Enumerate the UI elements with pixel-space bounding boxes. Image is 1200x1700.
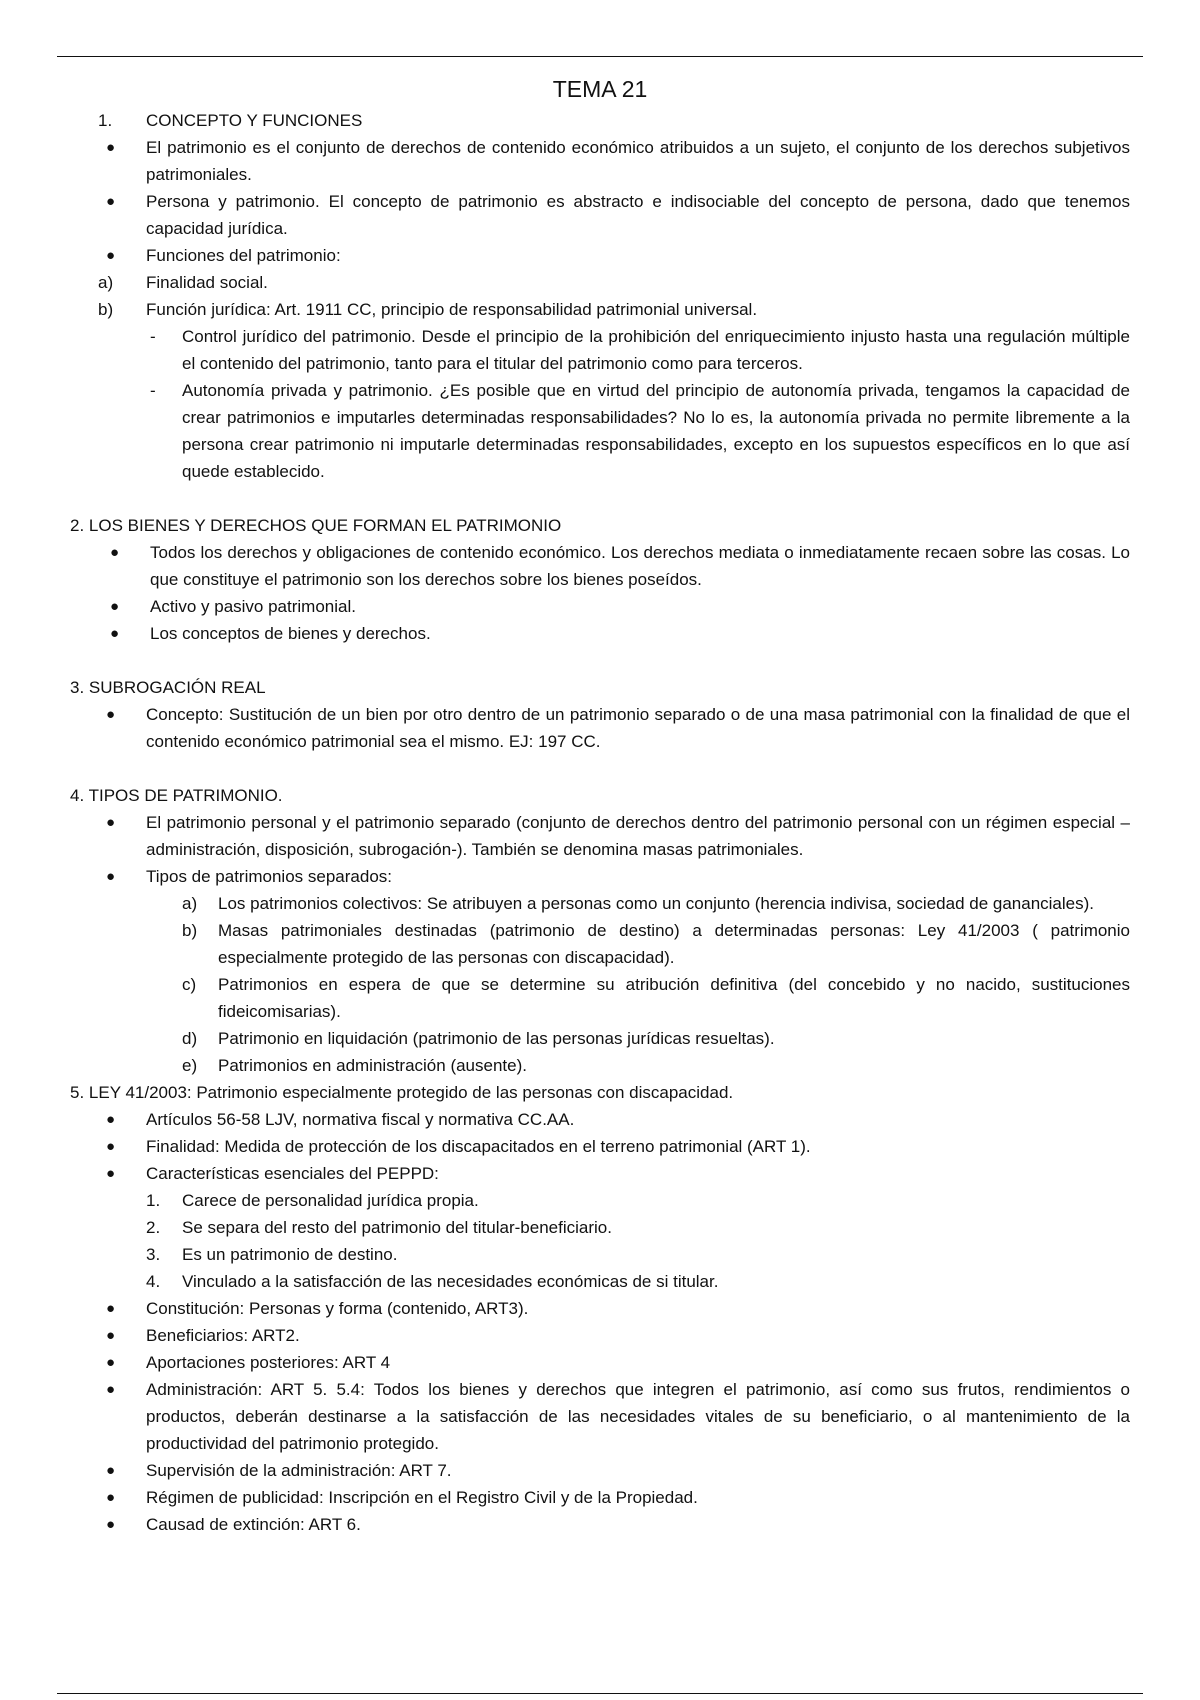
- list-item: [70, 620, 1130, 647]
- bullet-icon: ●: [106, 1165, 116, 1182]
- list-item-text: Activo y pasivo patrimonial.: [150, 597, 356, 616]
- list-item-text: Finalidad social.: [146, 273, 268, 292]
- list-item-text: Constitución: Personas y forma (contenido, ART3).: [146, 1299, 529, 1318]
- spacer: [70, 755, 1130, 782]
- list-marker: a): [182, 894, 198, 913]
- top-rule: [57, 56, 1143, 57]
- dash-icon: -: [150, 327, 156, 346]
- bullet-icon: ●: [106, 1354, 116, 1371]
- list-marker: 2.: [146, 1218, 161, 1237]
- bullet-icon: ●: [106, 1138, 116, 1155]
- document-page: [70, 72, 1130, 1538]
- list-marker: b): [182, 921, 198, 940]
- list-marker: d): [182, 1029, 198, 1048]
- list-marker: b): [98, 300, 114, 319]
- bullet-icon: ●: [106, 868, 116, 885]
- bullet-icon: ●: [106, 706, 116, 723]
- bullet-icon: ●: [106, 814, 116, 831]
- list-item-text: Patrimonios en administración (ausente).: [218, 1056, 527, 1075]
- list-item: [70, 269, 1130, 296]
- list-item: [70, 1106, 1130, 1133]
- bullet-icon: ●: [106, 247, 116, 264]
- list-item: [70, 890, 1130, 917]
- list-marker: 4.: [146, 1272, 161, 1291]
- list-item-text: Tipos de patrimonios separados:: [146, 867, 393, 886]
- list-item-text: Causad de extinción: ART 6.: [146, 1515, 361, 1534]
- spacer: [70, 647, 1130, 674]
- list-item-text: Patrimonio en liquidación (patrimonio de las personas jurídicas resueltas).: [218, 1029, 775, 1048]
- bullet-icon: ●: [110, 598, 120, 615]
- list-item-text: Artículos 56-58 LJV, normativa fiscal y normativa CC.AA.: [146, 1110, 575, 1129]
- list-item-text: Beneficiarios: ART2.: [146, 1326, 300, 1345]
- list-item-text: Los patrimonios colectivos: Se atribuyen a personas como un conjunto (herencia indivisa, sociedad de gananciales).: [218, 894, 1095, 913]
- bullet-icon: ●: [106, 1300, 116, 1317]
- list-item-text: Supervisión de la administración: ART 7.: [146, 1461, 452, 1480]
- list-marker: c): [182, 975, 197, 994]
- list-item-text: Se separa del resto del patrimonio del titular-beneficiario.: [182, 1218, 612, 1237]
- list-item: [70, 1052, 1130, 1079]
- list-item: [70, 188, 1130, 242]
- section-5-heading: 5. LEY 41/2003: Patrimonio especialmente protegido de las personas con discapacidad.: [70, 1083, 734, 1102]
- list-item-text: Funciones del patrimonio:: [146, 246, 341, 265]
- list-item: [70, 1025, 1130, 1052]
- bullet-icon: ●: [106, 1516, 116, 1533]
- section-4-heading: 4. TIPOS DE PATRIMONIO.: [70, 786, 283, 805]
- bullet-icon: ●: [106, 1489, 116, 1506]
- list-item: [70, 296, 1130, 323]
- list-item: [70, 1295, 1130, 1322]
- list-item-text: Patrimonios en espera de que se determine su atribución definitiva (del concebido y no nacido, sustituciones fideicomisarias).: [218, 975, 1130, 1021]
- bullet-icon: ●: [110, 625, 120, 642]
- list-item-text: Régimen de publicidad: Inscripción en el Registro Civil y de la Propiedad.: [146, 1488, 698, 1507]
- list-item: [70, 1349, 1130, 1376]
- list-item-text: Carece de personalidad jurídica propia.: [182, 1191, 479, 1210]
- list-item-text: Masas patrimoniales destinadas (patrimonio de destino) a determinadas personas: Ley 41/2003 ( patrimonio especialmente protegido de las personas con discapacidad).: [218, 921, 1130, 967]
- page-title: TEMA 21: [552, 76, 648, 102]
- list-item-text: Función jurídica: Art. 1911 CC, principio de responsabilidad patrimonial universal.: [146, 300, 758, 319]
- list-item: [70, 1511, 1130, 1538]
- section-1-heading: [70, 107, 1130, 134]
- list-item: [70, 242, 1130, 269]
- list-item: [70, 1376, 1130, 1457]
- bullet-icon: ●: [106, 1462, 116, 1479]
- list-item: [70, 809, 1130, 863]
- list-item-text: Características esenciales del PEPPD:: [146, 1164, 439, 1183]
- dash-icon: -: [150, 381, 156, 400]
- bottom-rule: [57, 1693, 1143, 1694]
- list-item-text: Administración: ART 5. 5.4: Todos los bienes y derechos que integren el patrimonio, así como sus frutos, rendimientos o productos, deberán destinarse a la satisfacción de las necesidades vitales de su beneficiario, o al mantenimiento de la productividad del patrimonio protegido.: [146, 1380, 1130, 1453]
- list-item-text: Autonomía privada y patrimonio. ¿Es posible que en virtud del principio de autonomía privada, tengamos la capacidad de crear patrimonios e imputarles determinadas responsabilidades? No lo es, la autonomía privada no permite libremente a la persona crear patrimonio ni imputarle determinadas responsabilidades, excepto en los supuestos específicos en lo que así quede establecido.: [182, 381, 1130, 481]
- list-item: [70, 377, 1130, 485]
- list-item: [70, 1322, 1130, 1349]
- bullet-icon: ●: [106, 1381, 116, 1398]
- bullet-icon: ●: [110, 544, 120, 561]
- list-item: [70, 1241, 1130, 1268]
- list-item: [70, 1187, 1130, 1214]
- list-item-text: Es un patrimonio de destino.: [182, 1245, 398, 1264]
- list-item-text: Vinculado a la satisfacción de las necesidades económicas de si titular.: [182, 1272, 719, 1291]
- list-item-text: Finalidad: Medida de protección de los discapacitados en el terreno patrimonial (ART 1).: [146, 1137, 811, 1156]
- list-item: [70, 134, 1130, 188]
- list-item-text: Persona y patrimonio. El concepto de patrimonio es abstracto e indisociable del concepto de persona, dado que tenemos capacidad jurídica.: [146, 192, 1130, 238]
- list-item: [70, 917, 1130, 971]
- section-1-number: 1.: [98, 111, 113, 130]
- list-item-text: Los conceptos de bienes y derechos.: [150, 624, 431, 643]
- bullet-icon: ●: [106, 1111, 116, 1128]
- list-item-text: Concepto: Sustitución de un bien por otro dentro de un patrimonio separado o de una masa patrimonial con la finalidad de que el contenido económico patrimonial sea el mismo. EJ: 197 CC.: [146, 705, 1130, 751]
- list-item: [70, 971, 1130, 1025]
- list-item: [70, 1484, 1130, 1511]
- list-item: [70, 1160, 1130, 1187]
- list-item: [70, 1268, 1130, 1295]
- bullet-icon: ●: [106, 1327, 116, 1344]
- list-marker: 1.: [146, 1191, 161, 1210]
- list-item: [70, 1457, 1130, 1484]
- list-item: [70, 593, 1130, 620]
- bullet-icon: ●: [106, 193, 116, 210]
- list-item: [70, 1214, 1130, 1241]
- section-3-heading: 3. SUBROGACIÓN REAL: [70, 678, 266, 697]
- list-item: [70, 539, 1130, 593]
- bullet-icon: ●: [106, 139, 116, 156]
- list-item: [70, 323, 1130, 377]
- list-item: [70, 1133, 1130, 1160]
- list-item-text: El patrimonio personal y el patrimonio separado (conjunto de derechos dentro del patrimonio personal con un régimen especial – administración, disposición, subrogación-). También se denomina masas patrimoniales.: [146, 813, 1130, 859]
- list-item-text: Control jurídico del patrimonio. Desde el principio de la prohibición del enriquecimiento injusto hasta una regulación múltiple el contenido del patrimonio, tanto para el titular del patrimonio como para terceros.: [182, 327, 1130, 373]
- list-item-text: El patrimonio es el conjunto de derechos de contenido económico atribuidos a un sujeto, el conjunto de los derechos subjetivos patrimoniales.: [146, 138, 1130, 184]
- list-marker: e): [182, 1056, 198, 1075]
- spacer: [70, 485, 1130, 512]
- list-marker: 3.: [146, 1245, 161, 1264]
- section-1-heading-text: CONCEPTO Y FUNCIONES: [146, 111, 363, 130]
- section-2-heading: 2. LOS BIENES Y DERECHOS QUE FORMAN EL PATRIMONIO: [70, 516, 562, 535]
- list-item-text: Aportaciones posteriores: ART 4: [146, 1353, 391, 1372]
- list-marker: a): [98, 273, 114, 292]
- list-item: [70, 863, 1130, 890]
- list-item: [70, 701, 1130, 755]
- list-item-text: Todos los derechos y obligaciones de contenido económico. Los derechos mediata o inmediatamente recaen sobre las cosas. Lo que constituye el patrimonio son los derechos sobre los bienes poseídos.: [150, 543, 1130, 589]
